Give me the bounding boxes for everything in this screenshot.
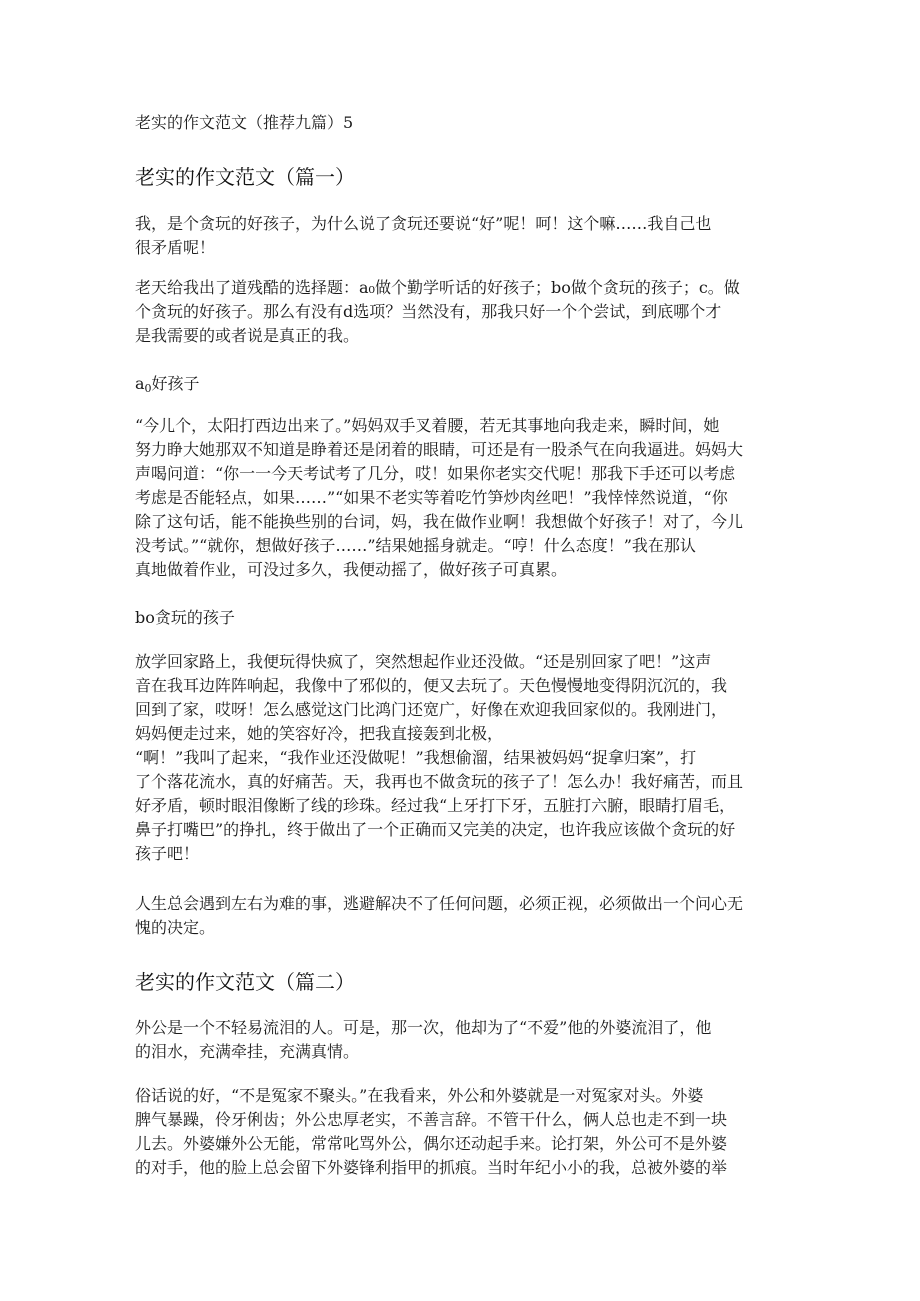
label-letter: a <box>135 374 145 393</box>
text-line <box>135 372 795 396</box>
paragraph-2-1 <box>135 1016 795 1064</box>
text-line: 没考试。”“就你，想做好孩子……”结果她摇身就走。“哼！什么态度！”我在那认 <box>135 536 696 555</box>
text-line: 放学回家路上，我便玩得快疯了，突然想起作业还没做。“还是别回家了吧！”这声 <box>135 652 712 671</box>
text-line: 孩子吧！ <box>135 844 200 863</box>
section-heading-1: 老实的作文范文（篇一） <box>135 165 355 189</box>
text-line: 声喝问道：“你一一今天考试考了几分，哎！如果你老实交代呢！那我下手还可以考虑 <box>135 464 736 483</box>
text-line: 除了这句话，能不能换些别的台词，妈，我在做作业啊！我想做个好孩子！对了，今儿 <box>135 512 744 531</box>
text-line: 的对手，他的脸上总会留下外婆锋利指甲的抓痕。当时年纪小小的我，总被外婆的举 <box>135 1158 728 1177</box>
text-line: bo贪玩的孩子 <box>135 608 235 627</box>
subsection-label-a <box>135 372 795 396</box>
text-line: 好矛盾，顿时眼泪像断了线的珍珠。经过我“上牙打下牙，五脏打六腑，眼睛打眉毛， <box>135 796 736 815</box>
text-line: 人生总会遇到左右为难的事，逃避解决不了任何问题，必须正视，必须做出一个问心无 <box>135 894 744 913</box>
text-line: 是我需要的或者说是真正的我。 <box>135 326 360 345</box>
label-text: 好孩子 <box>151 374 200 393</box>
paragraph-2-2 <box>135 1084 795 1180</box>
paragraph-1-1 <box>135 212 795 260</box>
text-line: “啊！”我叫了起来，“我作业还没做呢！”我想偷溜，结果被妈妈“捉拿归案”，打 <box>135 748 697 767</box>
paragraph-1-5 <box>135 892 795 940</box>
text-line: 老天给我出了道残酷的选择题：a₀做个勤学听话的好孩子；bo做个贪玩的孩子；c。做 <box>135 278 740 297</box>
text-line: 努力睁大她那双不知道是睁着还是闭着的眼睛，可还是有一股杀气在向我逼进。妈妈大 <box>135 440 744 459</box>
text-line: 愧的决定。 <box>135 918 216 937</box>
text-line: 妈妈便走过来，她的笑容好冷，把我直接轰到北极， <box>135 724 504 743</box>
text-line: 的泪水，充满牵挂，充满真情。 <box>135 1042 360 1061</box>
paragraph-1-3 <box>135 414 795 582</box>
text-line: 我，是个贪玩的好孩子，为什么说了贪玩还要说“好”呢！呵！这个嘛……我自己也 <box>135 214 712 233</box>
text-line: 考虑是否能轻点，如果……”“如果不老实等着吃竹笋炒肉丝吧！”我悻悻然说道，“你 <box>135 488 728 507</box>
subsection-label-b <box>135 606 795 630</box>
paragraph-1-2 <box>135 276 795 348</box>
document-title: 老实的作文范文（推荐九篇）5 <box>135 113 354 132</box>
text-line: 很矛盾呢！ <box>135 238 216 257</box>
text-line: 真地做着作业，可没过多久，我便动摇了，做好孩子可真累。 <box>135 560 568 579</box>
text-line: 了个落花流水，真的好痛苦。天，我再也不做贪玩的孩子了！怎么办！我好痛苦，而且 <box>135 772 744 791</box>
text-line: 个贪玩的好孩子。那么有没有d选项？当然没有，那我只好一个个尝试，到底哪个才 <box>135 302 722 321</box>
paragraph-1-4 <box>135 650 795 866</box>
text-line: 俗话说的好，“不是冤家不聚头。”在我看来，外公和外婆就是一对冤家对头。外婆 <box>135 1086 704 1105</box>
text-line: 鼻子打嘴巴”的挣扎，终于做出了一个正确而又完美的决定，也许我应该做个贪玩的好 <box>135 820 736 839</box>
label-subscript: 0 <box>144 382 152 395</box>
text-line: 音在我耳边阵阵响起，我像中了邪似的，便又去玩了。天色慢慢地变得阴沉沉的，我 <box>135 676 728 695</box>
text-line: 外公是一个不轻易流泪的人。可是，那一次，他却为了“不爱”他的外婆流泪了，他 <box>135 1018 712 1037</box>
text-line: 儿去。外婆嫌外公无能，常常叱骂外公，偶尔还动起手来。论打架，外公可不是外婆 <box>135 1134 728 1153</box>
text-line: 回到了家，哎呀！怎么感觉这门比鸿门还宽广，好像在欢迎我回家似的。我刚进门， <box>135 700 728 719</box>
text-line: 脾气暴躁，伶牙俐齿；外公忠厚老实，不善言辞。不管干什么，俩人总也走不到一块 <box>135 1110 728 1129</box>
text-line: “今儿个，太阳打西边出来了。”妈妈双手叉着腰，若无其事地向我走来，瞬时间，她 <box>135 416 720 435</box>
section-heading-2: 老实的作文范文（篇二） <box>135 970 355 994</box>
